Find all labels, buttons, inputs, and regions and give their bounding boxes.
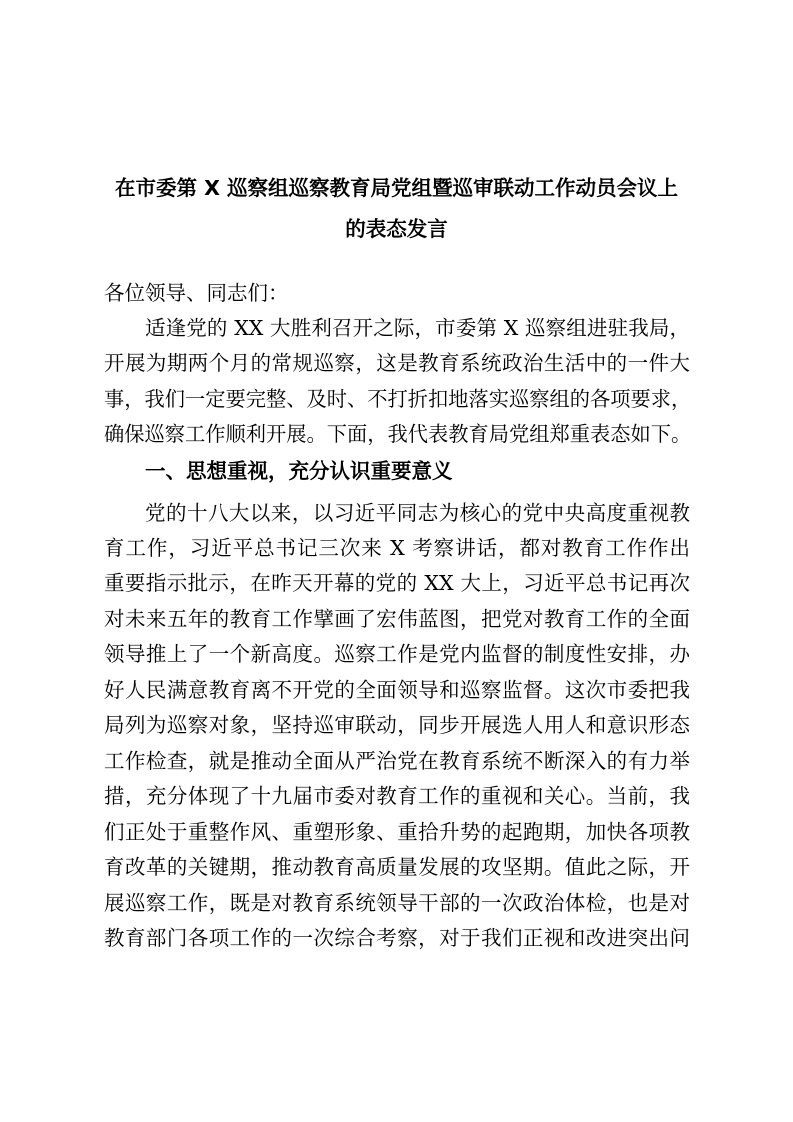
paragraph-2-line: 工作检查，就是推动全面从严治党在教育系统不断深入的有力举 <box>104 749 690 773</box>
paragraph-1-line: 开展为期两个月的常规巡察，这是教育系统政治生活中的一件大 <box>104 351 690 375</box>
paragraph-2-line: 教育部门各项工作的一次综合考察，对于我们正视和改进突出问 <box>104 926 690 950</box>
paragraph-2-line: 党的十八大以来，以习近平同志为核心的党中央高度重视教 <box>145 501 690 525</box>
paragraph-2-line: 对未来五年的教育工作擘画了宏伟蓝图，把党对教育工作的全面 <box>104 607 690 631</box>
section-heading: 一、思想重视，充分认识重要意义 <box>145 459 453 483</box>
paragraph-2-line: 们正处于重整作风、重塑形象、重拾升势的起跑期，加快各项教 <box>104 820 690 844</box>
paragraph-2-line: 好人民满意教育离不开党的全面领导和巡察监督。这次市委把我 <box>104 678 690 702</box>
paragraph-2-line: 展巡察工作，既是对教育系统领导干部的一次政治体检，也是对 <box>104 891 690 915</box>
paragraph-2-line: 育工作，习近平总书记三次来 X 考察讲话，都对教育工作作出 <box>104 536 690 560</box>
document-title-line-2: 的表态发言 <box>345 217 448 241</box>
salutation: 各位领导、同志们： <box>104 281 289 305</box>
paragraph-2-line: 重要指示批示，在昨天开幕的党的 XX 大上，习近平总书记再次 <box>104 571 690 595</box>
paragraph-2-line: 育改革的关键期，推动教育高质量发展的攻坚期。值此之际，开 <box>104 855 690 879</box>
document-title-line-1: 在市委第 X 巡察组巡察教育局党组暨巡审联动工作动员会议上 <box>114 176 679 200</box>
paragraph-1-line: 事，我们一定要完整、及时、不打折扣地落实巡察组的各项要求， <box>104 387 692 411</box>
paragraph-2-line: 措，充分体现了十九届市委对教育工作的重视和关心。当前，我 <box>104 784 690 808</box>
paragraph-2-line: 局列为巡察对象，坚持巡审联动，同步开展选人用人和意识形态 <box>104 713 690 737</box>
paragraph-1-line: 适逢党的 XX 大胜利召开之际，市委第 X 巡察组进驻我局， <box>145 316 690 340</box>
paragraph-1-line: 确保巡察工作顺利开展。下面，我代表教育局党组郑重表态如下。 <box>104 422 692 446</box>
paragraph-2-line: 领导推上了一个新高度。巡察工作是党内监督的制度性安排，办 <box>104 642 690 666</box>
